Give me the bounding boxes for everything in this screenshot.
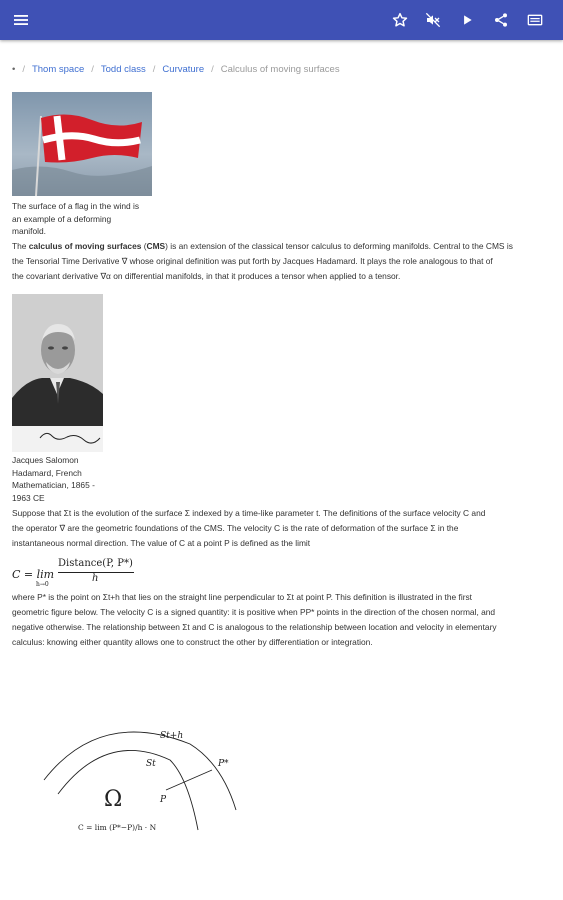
hadamard-caption: Jacques Salomon Hadamard, French Mathematician, 1865 - 1963 CE	[12, 455, 95, 503]
label-inner-surface: St	[146, 759, 156, 769]
moving-surface-diagram[interactable]	[40, 720, 250, 840]
share-button[interactable]	[484, 0, 518, 40]
label-p-star: P*	[218, 759, 229, 769]
inner-surface-curve	[58, 750, 198, 830]
point-definition-paragraph: where P* is the point on Σt+h that lies on the straight line perpendicular to Σt at point P. This definition is illustrated in the first geometric figure below. The velocity C is a signed quantity: it is positive when PP* points in the direction of the chosen normal, and negative otherwise. The relationship between Σt and C is analogous to the relationship between location and velocity in elementary calculus: knowing either quantity allows one to construct the other by differentiation or integration.	[12, 592, 497, 647]
star-icon	[392, 12, 408, 28]
label-outer-surface: St+h	[160, 731, 184, 741]
reader-mode-button[interactable]	[518, 0, 552, 40]
breadcrumb-item-curvature[interactable]: Curvature	[162, 64, 205, 75]
label-omega: Ω	[104, 787, 123, 812]
flag-image[interactable]	[12, 92, 152, 196]
play-icon	[460, 13, 474, 27]
menu-button[interactable]	[4, 0, 38, 40]
label-p: P	[160, 795, 167, 805]
mute-icon	[425, 12, 441, 28]
mute-button[interactable]	[416, 0, 450, 40]
diagram-formula: C = lim (P*−P)/h · N	[78, 823, 157, 832]
article-content: • / Thom space / Todd class / Curvature / Calculus of moving surfaces The surface of a flag in the wind is an example of a deforming manifold. The calculus of moving surfaces (CMS) is an extension of the classical tensor calculus to deforming manifolds. Central to the CMS is the Tensorial Time Derivative ∇̇ whose original definition was put forth by Jacques Hadamard. It plays the role analogous to that of the covariant derivative ∇α on differential manifolds, in that it produces a tensor when applied to a tensor. Jacques Salomon Hadamard, French Mathematician, 1865 - 1963 CE Suppose that Σt is the evolution of the surface Σ indexed by a time-like parameter t. The definitions of the surface velocity C and the operator ∇̇ are the geometric foundations of the CMS. The velocity C is the rate of deformation of the surface Σ in the instantaneous normal direction. The value of C at a point P is defined as the limit C = lim h→0 Distance(P, P*) h where P* is the point on Σt+h that lies on the straight line perpendicular to Σt at point P. This definition is illustrated in the first geometric figure below. The velocity C is a signed quantity: it is positive when PP* points in the direction of the chosen normal, and negative otherwise. The relationship between Σt and C is analogous to the relationship between location and velocity in elementary calculus: knowing either quantity allows one to construct the other by differentiation or integration. St+h St P* P Ω C = lim (P*−P)/h · N	[0, 40, 563, 900]
hamburger-menu-icon	[13, 13, 29, 27]
share-icon	[493, 12, 509, 28]
breadcrumb-item-thom-space[interactable]: Thom space	[31, 64, 85, 75]
normal-line	[166, 770, 212, 790]
outer-surface-curve	[44, 732, 236, 810]
breadcrumb-home[interactable]: •	[12, 64, 16, 75]
play-button[interactable]	[450, 0, 484, 40]
velocity-definition-paragraph: Suppose that Σt is the evolution of the surface Σ indexed by a time-like parameter t. The definitions of the surface velocity C and the operator ∇̇ are the geometric foundations of the CMS. The velocity C is the rate of deformation of the surface Σ in the instantaneous normal direction. The value of C at a point P is defined as the limit	[12, 508, 486, 548]
flag-caption: The surface of a flag in the wind is an example of a deforming manifold.	[12, 201, 140, 236]
breadcrumb: • / Thom space / Todd class / Curvature / Calculus of moving surfaces	[12, 64, 340, 75]
intro-paragraph: The calculus of moving surfaces (CMS) is an extension of the classical tensor calculus to deforming manifolds. Central to the CMS is the Tensorial Time Derivative ∇̇ whose original definition was put forth by Jacques Hadamard. It plays the role analogous to that of the covariant derivative ∇α on differential manifolds, in that it produces a tensor when applied to a tensor.	[12, 241, 513, 281]
breadcrumb-item-todd-class[interactable]: Todd class	[100, 64, 146, 75]
reader-mode-icon	[527, 13, 543, 27]
app-bar	[0, 0, 563, 40]
hadamard-portrait-image[interactable]	[12, 294, 103, 452]
bookmark-button[interactable]	[383, 0, 417, 40]
breadcrumb-current: Calculus of moving surfaces	[220, 64, 340, 75]
